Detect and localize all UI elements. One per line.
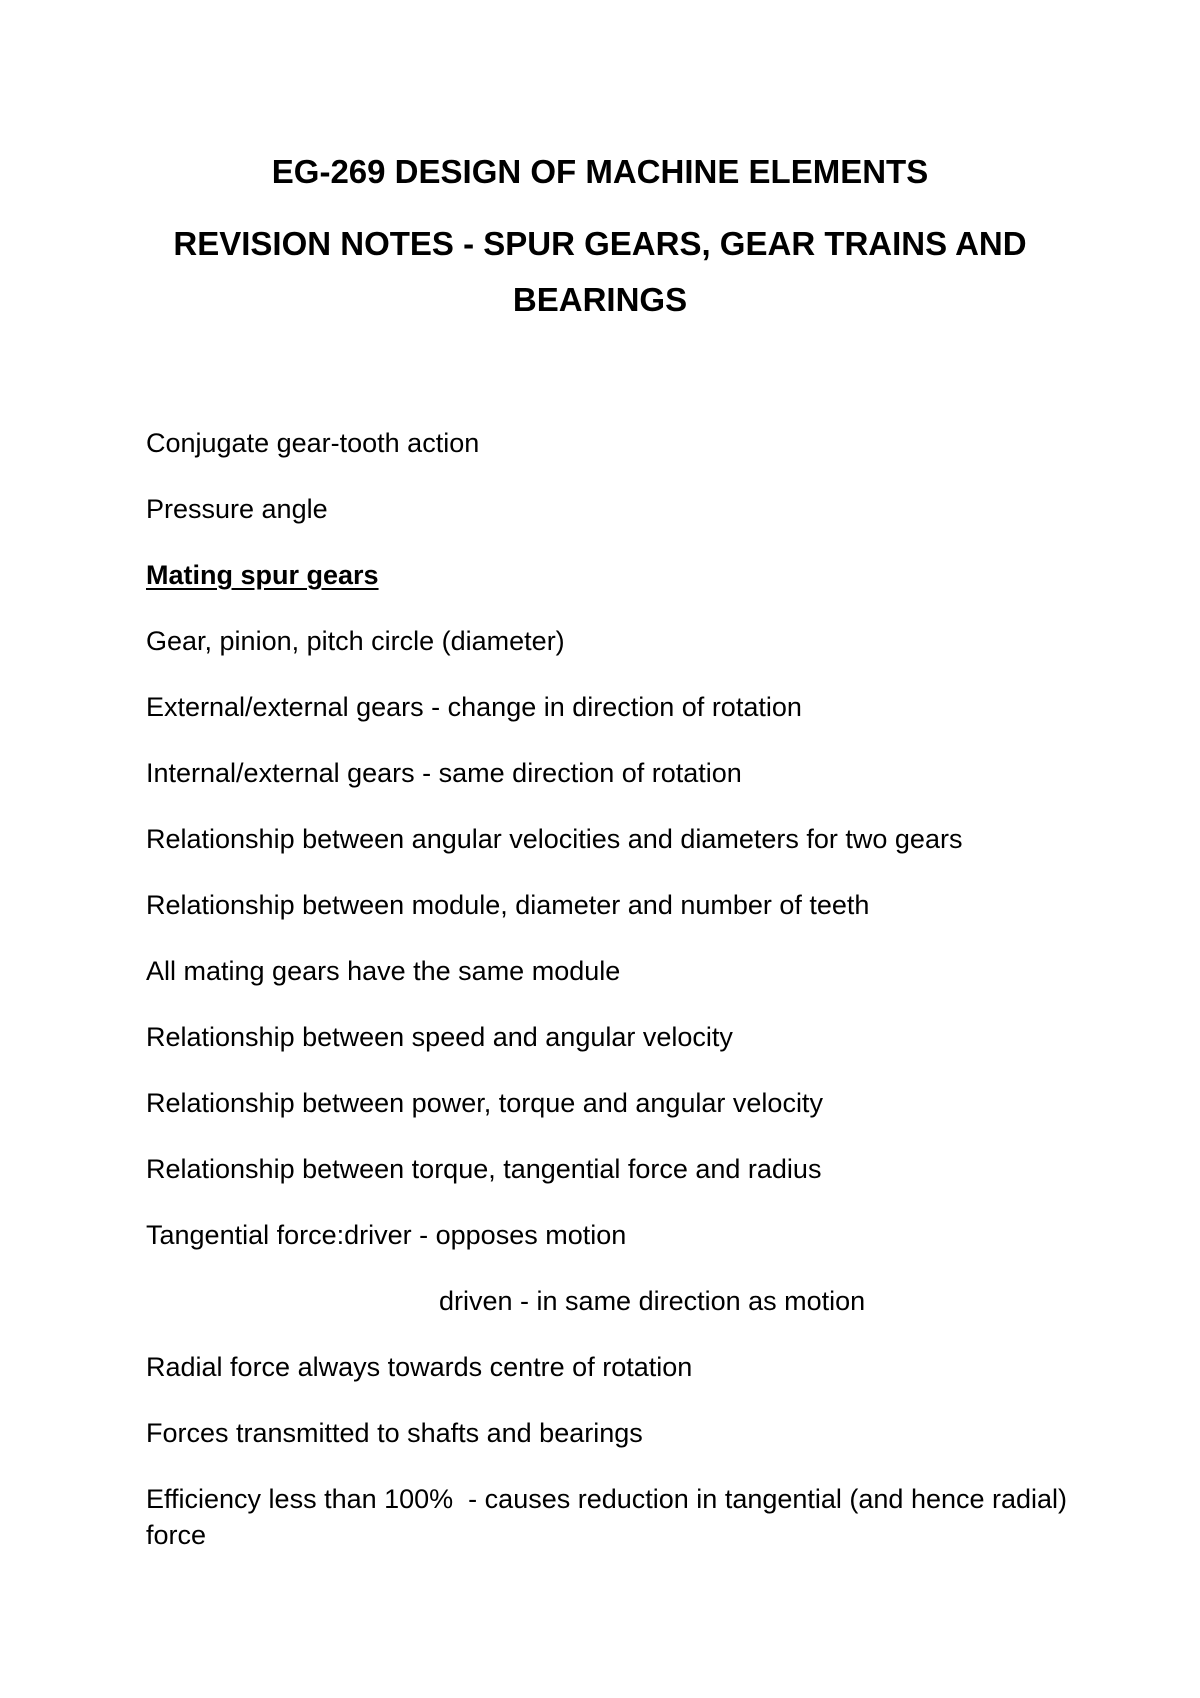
note-line: Tangential force:driver - opposes motion <box>146 1220 627 1250</box>
note-line: Gear, pinion, pitch circle (diameter) <box>146 626 565 656</box>
document-subtitle: REVISION NOTES - SPUR GEARS, GEAR TRAINS AND BEARINGS <box>173 225 1027 318</box>
document-title: EG-269 DESIGN OF MACHINE ELEMENTS <box>271 153 929 190</box>
note-line: Relationship between module, diameter and number of teeth <box>146 890 870 920</box>
note-line: Conjugate gear-tooth action <box>146 428 480 458</box>
note-line-indented: driven - in same direction as motion <box>439 1286 866 1316</box>
note-line: Relationship between torque, tangential force and radius <box>146 1154 822 1184</box>
note-line: All mating gears have the same module <box>146 956 621 986</box>
note-line: Radial force always towards centre of rotation <box>146 1352 693 1382</box>
note-line: Relationship between power, torque and angular velocity <box>146 1088 823 1118</box>
note-line: External/external gears - change in direction of rotation <box>146 692 802 722</box>
note-line: Relationship between speed and angular velocity <box>146 1022 733 1052</box>
note-line: Internal/external gears - same direction of rotation <box>146 758 742 788</box>
heading-block <box>140 150 1060 328</box>
section-heading-mating-spur-gears: Mating spur gears <box>146 560 379 590</box>
note-line: Pressure angle <box>146 494 328 524</box>
notes-list <box>146 425 1076 1553</box>
note-line: Efficiency less than 100% - causes reduction in tangential (and hence radial) force <box>146 1484 1075 1550</box>
note-line: Forces transmitted to shafts and bearings <box>146 1418 643 1448</box>
note-line: Relationship between angular velocities and diameters for two gears <box>146 824 963 854</box>
